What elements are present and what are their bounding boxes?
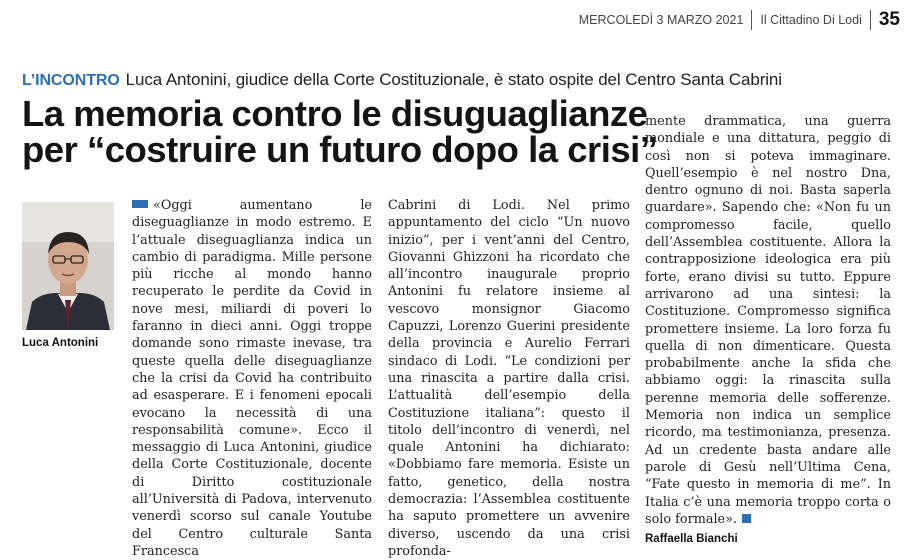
headline-line-1: La memoria contro le disuguaglianze [22,93,648,134]
column-2-text: Cabrini di Lodi. Nel primo appuntamento del ciclo “Un nuovo inizio”, per i vent’anni del Centro, Giovanni Ghizzoni ha ricordato che all’incontro inaugurale proprio Antonini fu relatore insieme al vescovo monsignor Giacomo Capuzzi, Lorenzo Guerini presidente della provincia e Aurelio Ferrari sindaco di Lodi. “Le condizioni per una rinascita a partire dalla crisi. L’attualità dell’esempio della Costituzione italiana”: questo il titolo dell’incontro di venerdì, nel quale Antonini ha dichiarato: «Dobbiamo fare memoria. Esiste un fatto, genetico, della nostra democrazia: l’Assemblea costituente ha saputo promettere un avvenire diverso, uscendo da una crisi profonda- [388,198,630,559]
header-divider [751,10,752,30]
page-number: 35 [878,9,900,30]
end-marker [742,514,751,523]
kicker-text: Luca Antonini, giudice della Corte Costituzionale, è stato ospite del Centro Santa Cabrini [125,70,782,89]
kicker-tag: L’INCONTRO [22,72,120,89]
portrait-image [22,202,114,330]
issue-date: MERCOLEDÌ 3 MARZO 2021 [578,13,744,27]
paragraph-marker [132,200,148,208]
article-column-2 [388,197,630,560]
article-headline [22,93,658,170]
article-byline: Raffaella Bianchi [645,533,738,546]
article-column-3 [645,113,891,548]
article-kicker [22,70,892,90]
page-header [579,8,900,32]
photo-caption: Luca Antonini [22,337,99,349]
newspaper-name: Il Cittadino Di Lodi [760,13,862,27]
article-column-1 [132,197,372,560]
header-divider [870,10,871,30]
column-1-text: «Oggi aumentano le diseguaglianze in modo estremo. E l’attuale diseguaglianza indica un cambio di paradigma. Mille persone più ricche al mondo hanno recuperato le perdite da Covid in nove mesi, miliardi di poveri lo faranno in dieci anni. Oggi troppe domande sono rimaste inevase, tra queste quella delle diseguaglianze che la crisi da Covid ha contribuito ad esasperare. E i fenomeni epocali evocano la necessità di una responsabilità comune». Ecco il messaggio di Luca Antonini, giudice della Corte Costituzionale, docente di Diritto costituzionale all’Università di Padova, intervenuto venerdì scorso sul canale Youtube del Centro culturale Santa Francesca [132,198,372,559]
column-3-text: mente drammatica, una guerra mondiale e una dittatura, peggio di così non si poteva immaginare. Quell’esempio è nel nostro Dna, dentro ognuno di noi. Basta saperla guardare». Sapendo che: «Non fu un compromesso facile, quello dell’Assemblea costituente. Allora la contrapposizione ideologica era più forte, erano divisi su tutto. Eppure arrivarono ad una sintesi: la Costituzione. Compromesso significa promettere insieme. La loro forza fu quella di non dimenticare. Questa probabilmente anche la sfida che abbiamo oggi: la rinascita sulla perenne memoria delle sofferenze. Memoria non indica un semplice ricordo, ma testimonianza, presenza. Ad un credente basta andare alle parole di Gesù nell’Ultima Cena, “Fate questo in memoria di me”. In Italia c’è una memoria troppo corta o solo formale». [645,114,891,527]
headline-line-2: per “costruire un futuro dopo la crisi” [22,129,658,170]
author-photo [22,202,114,330]
